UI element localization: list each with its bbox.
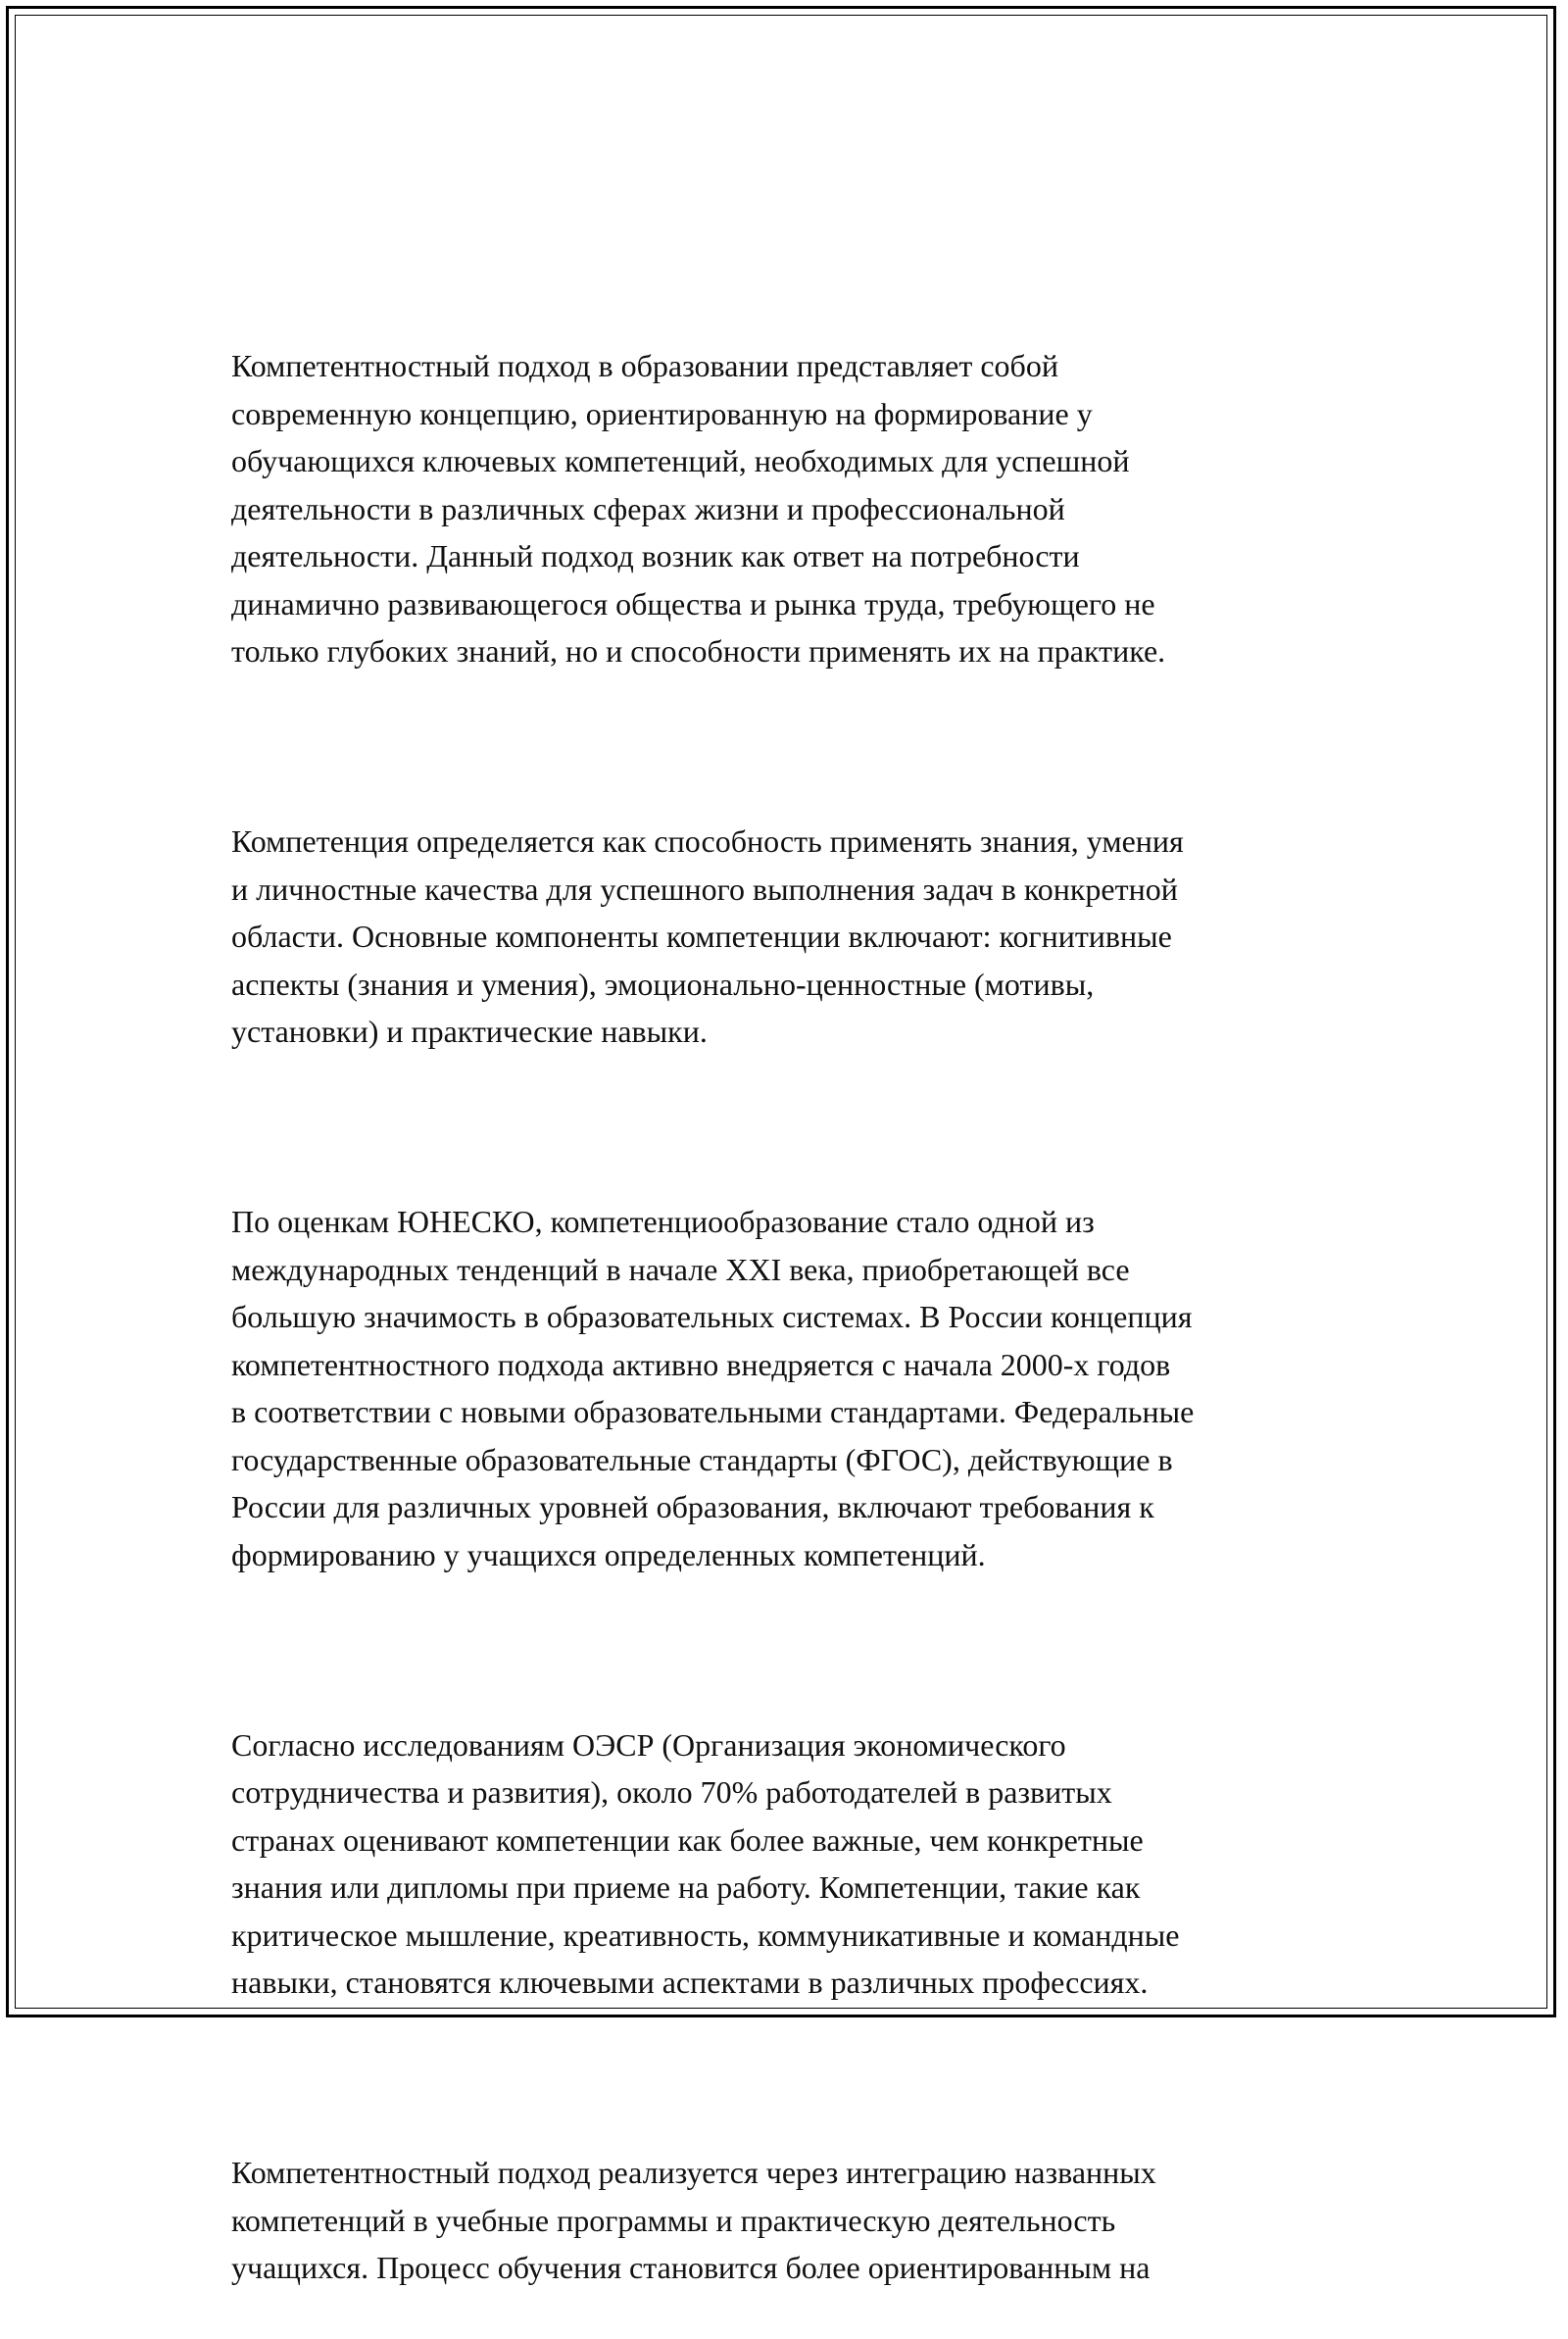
document-body <box>231 247 1348 2339</box>
paragraph-oecd-research: Согласно исследованиям ОЭСР (Организация экономического сотрудничества и развития), около 70% работодателей в развитых странах оценивают компетенции как более важные, чем конкретные знания или дипломы при приеме на работу. Компетенции, такие как критическое мышление, креативность, коммуникативные и командные навыки, становятся ключевыми аспектами в различных профессиях. <box>231 1726 1180 2000</box>
paragraph-implementation: Компетентностный подход реализуется через интеграцию названных компетенций в учебные программы и практическую деятельность учащихся. Процесс обучения становится более ориентированным на <box>231 2155 1156 2285</box>
paragraph-competence-approach: Компетентностный подход в образовании представляет собой современную концепцию, ориентированную на формирование у обучающихся ключевых компетенций, необходимых для успешной деятельности в различных сферах жизни и профессиональной деятельности. Данный подход возник как ответ на потребности динамично развивающегося общества и рынка труда, требующего не только глубоких знаний, но и способности применять их на практике. <box>231 348 1166 669</box>
paragraph-competence-definition: Компетенция определяется как способность применять знания, умения и личностные качества для успешного выполнения задач в конкретной области. Основные компоненты компетенции включают: когнитивные аспекты (знания и умения), эмоционально-ценностные (мотивы, установки) и практические навыки. <box>231 823 1184 1049</box>
paragraph-unesco-russia: По оценкам ЮНЕСКО, компетенциообразование стало одной из международных тенденций в начале XXI века, приобретающей все большую значимость в образовательных системах. В России концепция компетентностного подхода активно внедряется с начала 2000-х годов в соответствии с новыми образовательными стандартами. Федеральные государственные образовательные стандарты (ФГОС), действующие в России для различных уровней образования, включают требования к формированию у учащихся определенных компетенций. <box>231 1204 1195 1572</box>
